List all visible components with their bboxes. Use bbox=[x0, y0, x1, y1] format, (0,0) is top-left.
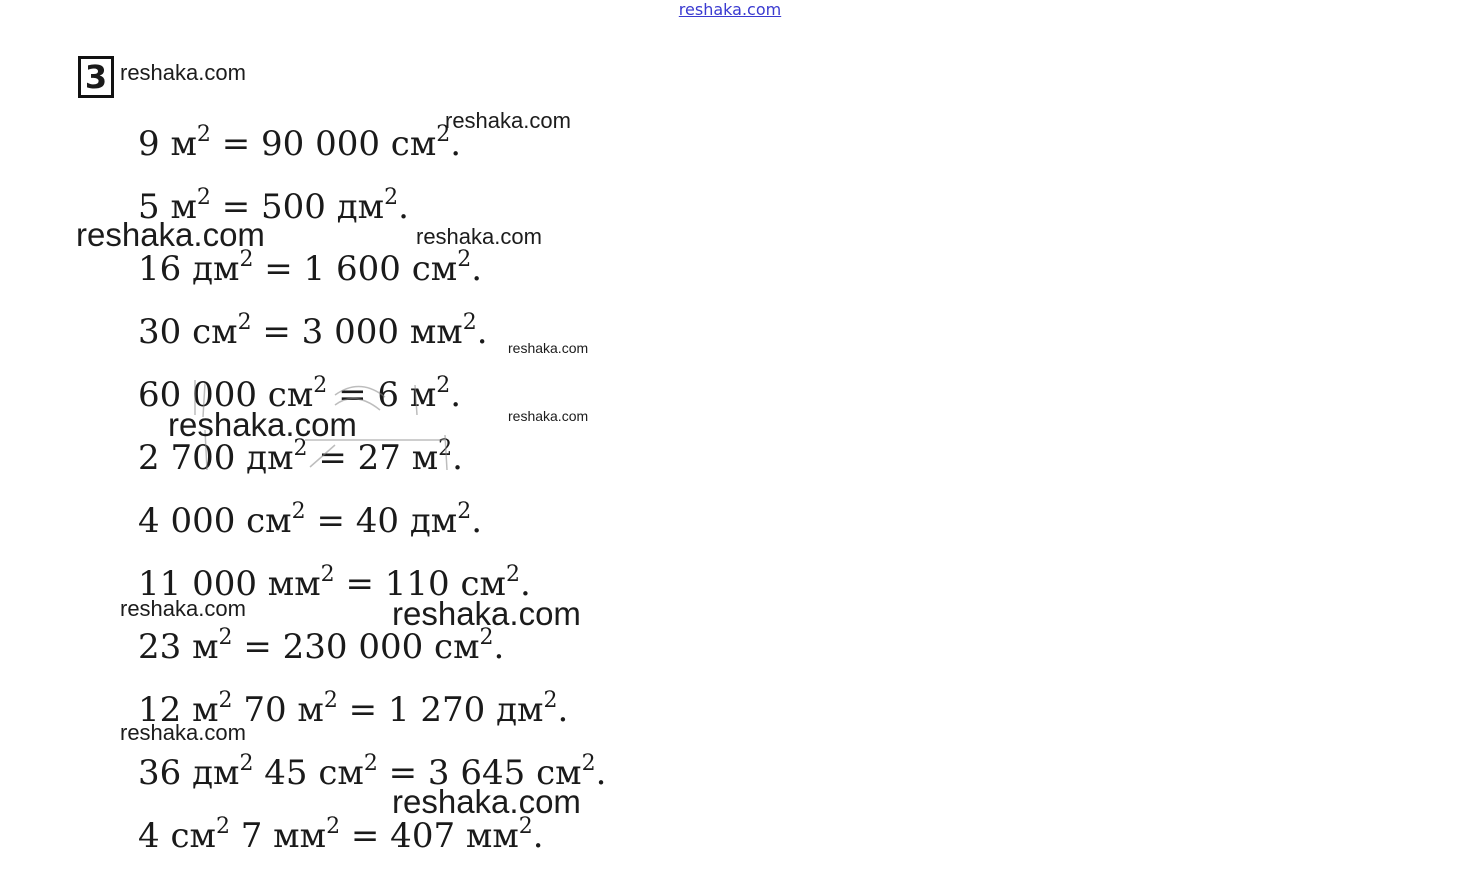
equation-term: 36 дм bbox=[138, 753, 240, 793]
exponent: 2 bbox=[239, 247, 254, 272]
equation-term: 12 м bbox=[138, 690, 219, 730]
task-number-box bbox=[78, 56, 114, 98]
equation-term: 9 м bbox=[138, 124, 197, 164]
equation-line bbox=[138, 814, 544, 856]
equation-period: . bbox=[493, 627, 505, 667]
exponent: 2 bbox=[215, 814, 230, 839]
exponent: 2 bbox=[196, 185, 211, 210]
equation-term: 16 дм bbox=[138, 249, 240, 289]
equation-term: 45 см bbox=[253, 753, 364, 793]
exponent: 2 bbox=[196, 122, 211, 147]
equation-period: . bbox=[471, 501, 483, 541]
site-link[interactable]: reshaka.com bbox=[678, 0, 782, 19]
equation-term: = 40 дм bbox=[316, 501, 458, 541]
watermark-text: reshaka.com bbox=[445, 108, 571, 133]
exponent: 2 bbox=[518, 814, 533, 839]
exponent: 2 bbox=[438, 436, 453, 461]
equation-term: 23 м bbox=[138, 627, 219, 667]
equation-period: . bbox=[398, 187, 409, 227]
equation-term: = 1 600 см bbox=[264, 249, 458, 289]
equation-line bbox=[138, 436, 463, 478]
exponent: 2 bbox=[436, 373, 451, 398]
watermark-text: reshaka.com bbox=[508, 408, 589, 424]
exponent: 2 bbox=[384, 185, 399, 210]
equation-term: = 3 000 мм bbox=[262, 312, 463, 352]
exponent: 2 bbox=[320, 562, 335, 587]
exponent: 2 bbox=[363, 751, 378, 776]
equation-term: = 6 м bbox=[338, 375, 437, 415]
equation-term: 2 700 дм bbox=[138, 438, 294, 478]
watermark-text: reshaka.com bbox=[508, 340, 589, 356]
equation-period: . bbox=[595, 753, 607, 793]
equation-term: = 27 м bbox=[318, 438, 439, 478]
exponent: 2 bbox=[313, 373, 328, 398]
watermark-text: reshaka.com bbox=[76, 216, 265, 253]
exponent: 2 bbox=[237, 310, 252, 335]
exponent: 2 bbox=[543, 688, 558, 713]
equation-period: . bbox=[450, 375, 462, 415]
watermark-text: reshaka.com bbox=[168, 406, 357, 443]
watermark-text: reshaka.com bbox=[120, 60, 246, 85]
equation-term: = 3 645 см bbox=[388, 753, 582, 793]
equation-term: = 90 000 см bbox=[221, 124, 437, 164]
exponent: 2 bbox=[239, 751, 254, 776]
exponent: 2 bbox=[479, 625, 494, 650]
exponent: 2 bbox=[218, 688, 233, 713]
equation-line bbox=[138, 122, 462, 164]
watermark-text: reshaka.com bbox=[416, 224, 542, 249]
equation-period: . bbox=[450, 124, 462, 164]
exponent: 2 bbox=[505, 562, 520, 587]
equation-term: = 110 см bbox=[345, 564, 506, 604]
equation-period: . bbox=[519, 564, 531, 604]
equation-period: . bbox=[476, 312, 488, 352]
watermark-text: reshaka.com bbox=[120, 596, 246, 621]
exponent: 2 bbox=[457, 247, 472, 272]
equation-line bbox=[138, 247, 483, 289]
watermark-text: reshaka.com bbox=[392, 783, 581, 820]
exponent: 2 bbox=[291, 499, 306, 524]
equation-term: = 500 дм bbox=[221, 187, 385, 227]
equation-term: 4 000 см bbox=[138, 501, 292, 541]
equation-term: 30 см bbox=[138, 312, 238, 352]
task-number: 3 bbox=[84, 58, 108, 96]
equation-period: . bbox=[471, 249, 483, 289]
equation-term: 11 000 мм bbox=[138, 564, 321, 604]
watermark-text: reshaka.com bbox=[392, 595, 581, 632]
exponent: 2 bbox=[293, 436, 308, 461]
equation-term: = 230 000 см bbox=[243, 627, 480, 667]
exponent: 2 bbox=[323, 688, 338, 713]
equation-term: = 1 270 дм bbox=[348, 690, 544, 730]
equation-term: 60 000 см bbox=[138, 375, 314, 415]
equation-term: = 407 мм bbox=[350, 816, 519, 856]
exponent: 2 bbox=[462, 310, 477, 335]
exponent: 2 bbox=[436, 122, 451, 147]
equation-term: 7 мм bbox=[229, 816, 327, 856]
equation-period: . bbox=[452, 438, 463, 478]
exponent: 2 bbox=[326, 814, 341, 839]
equation-term: 70 м bbox=[232, 690, 324, 730]
exponent: 2 bbox=[218, 625, 233, 650]
equation-term: 5 м bbox=[138, 187, 197, 227]
equation-line bbox=[138, 499, 483, 541]
equation-period: . bbox=[557, 690, 569, 730]
watermark-text: reshaka.com bbox=[120, 720, 246, 745]
equation-line bbox=[138, 625, 505, 667]
exponent: 2 bbox=[457, 499, 472, 524]
equation-period: . bbox=[532, 816, 544, 856]
equation-line bbox=[138, 310, 488, 352]
equation-term: 4 см bbox=[138, 816, 216, 856]
exponent: 2 bbox=[581, 751, 596, 776]
